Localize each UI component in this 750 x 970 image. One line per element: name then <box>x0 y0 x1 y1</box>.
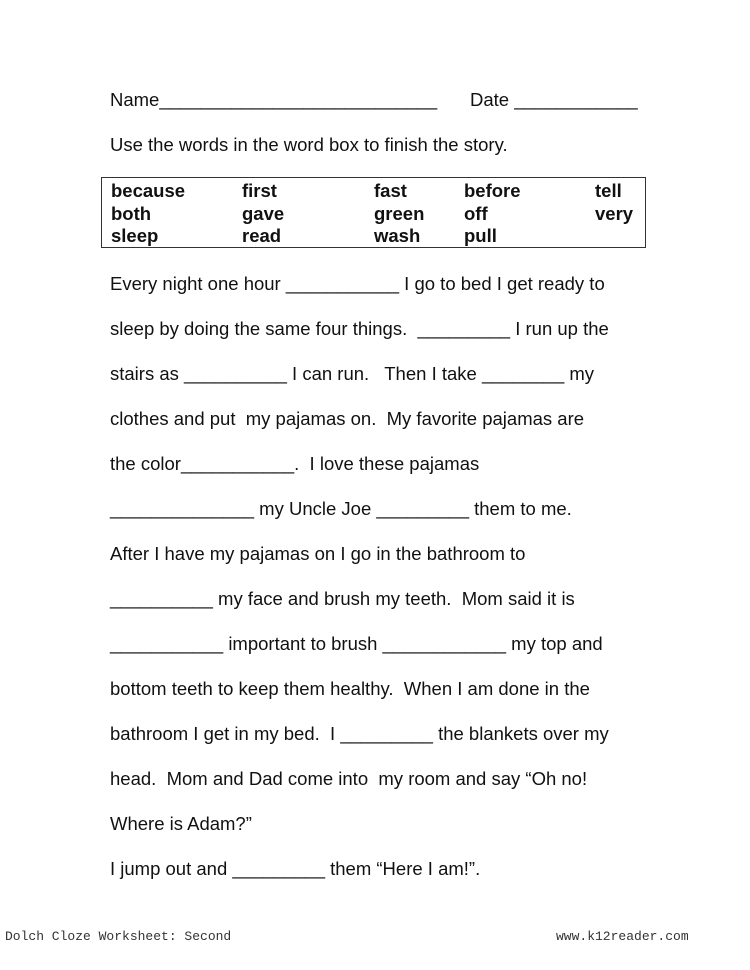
story-line: the color___________. I love these pajamas <box>110 453 480 474</box>
story-line: After I have my pajamas on I go in the bathroom to <box>110 543 526 564</box>
word-box-word: very <box>595 203 634 224</box>
story-line: bottom teeth to keep them healthy. When I am done in the <box>110 678 590 699</box>
story-line: ______________ my Uncle Joe _________ them to me. <box>110 498 572 519</box>
story-line: clothes and put my pajamas on. My favorite pajamas are <box>110 408 585 429</box>
word-box-word: pull <box>464 225 497 246</box>
date-field-label: Date ____________ <box>470 89 638 110</box>
footer-title: Dolch Cloze Worksheet: Second <box>5 929 232 944</box>
word-box-word: both <box>111 203 152 224</box>
story-line: __________ my face and brush my teeth. Mom said it is <box>110 588 575 609</box>
story-line: sleep by doing the same four things. _________ I run up the <box>110 318 609 339</box>
word-box-word: first <box>242 180 277 201</box>
story-line: Every night one hour ___________ I go to bed I get ready to <box>110 273 605 294</box>
word-box <box>101 177 646 248</box>
story-line: ___________ important to brush ____________ my top and <box>110 633 603 654</box>
word-box-word: fast <box>374 180 407 201</box>
word-box-word: sleep <box>111 225 159 246</box>
word-box-word: gave <box>242 203 285 224</box>
word-box-word: wash <box>374 225 421 246</box>
story-line: stairs as __________ I can run. Then I take ________ my <box>110 363 595 384</box>
word-box-word: read <box>242 225 282 246</box>
story-line: Where is Adam?” <box>110 813 252 834</box>
word-box-word: off <box>464 203 488 224</box>
story-line: bathroom I get in my bed. I _________ the blankets over my <box>110 723 609 744</box>
word-box-word: green <box>374 203 425 224</box>
word-box-word: tell <box>595 180 622 201</box>
story-line: I jump out and _________ them “Here I am!”. <box>110 858 481 879</box>
story-line: head. Mom and Dad come into my room and say “Oh no! <box>110 768 588 789</box>
footer-url: www.k12reader.com <box>556 929 689 944</box>
word-box-word: before <box>464 180 521 201</box>
instructions: Use the words in the word box to finish the story. <box>110 134 508 155</box>
word-box-word: because <box>111 180 186 201</box>
name-field-label: Name___________________________ <box>110 89 438 110</box>
